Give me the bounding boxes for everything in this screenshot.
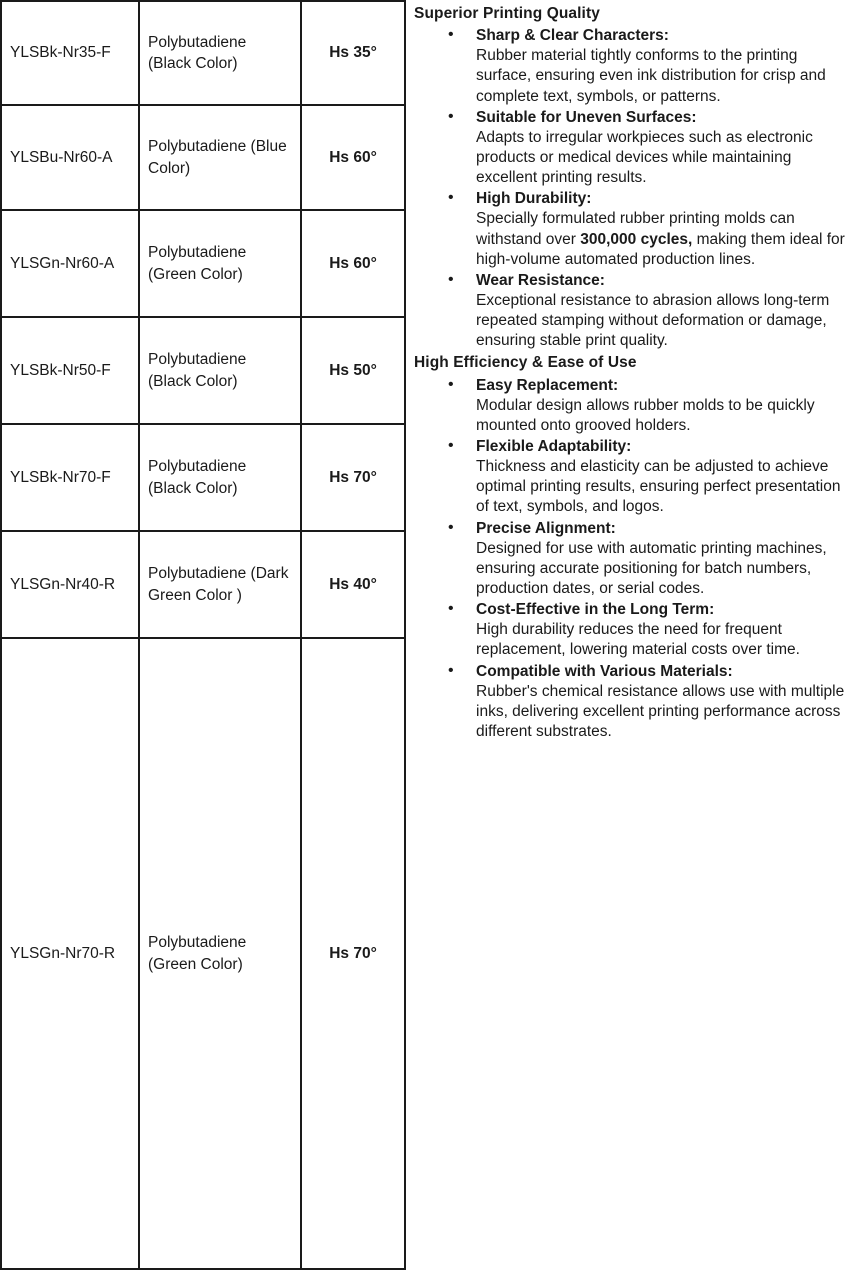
feature-body: Exceptional resistance to abrasion allows long-term repeated stamping without deformation or damage, ensuring stable print quality. <box>476 291 830 350</box>
material-cell: Polybutadiene (Black Color) <box>139 317 301 424</box>
material-cell: Polybutadiene (Green Color) <box>139 638 301 1269</box>
model-code-cell: YLSGn-Nr70-R <box>1 638 139 1269</box>
feature-title: • Easy Replacement: <box>476 376 619 394</box>
features-content <box>404 0 858 1268</box>
hardness-cell: Hs 60° <box>301 105 405 210</box>
feature-title: • Wear Resistance: <box>476 271 605 289</box>
feature-title: • High Durability: <box>476 190 592 208</box>
model-code-cell: YLSGn-Nr40-R <box>1 531 139 638</box>
feature-body-highlight: 300,000 cycles, <box>580 230 693 248</box>
feature-body: Thickness and elasticity can be adjusted to achieve optimal printing results, ensuring perfect presentation of text, symbols, and logos. <box>476 458 841 516</box>
list-item <box>414 108 850 189</box>
table-row <box>1 531 405 638</box>
table-row <box>1 210 405 317</box>
feature-title: • Flexible Adaptability: <box>476 437 632 455</box>
model-code-cell: YLSBk-Nr50-F <box>1 317 139 424</box>
model-code-cell: YLSBk-Nr35-F <box>1 1 139 105</box>
hardness-cell: Hs 35° <box>301 1 405 105</box>
hardness-cell: Hs 40° <box>301 531 405 638</box>
feature-body: High durability reduces the need for frequent replacement, lowering material costs over time. <box>476 621 800 659</box>
feature-title: • Sharp & Clear Characters: <box>476 27 669 45</box>
feature-body: Rubber's chemical resistance allows use with multiple inks, delivering excellent printing performance across different substrates. <box>476 682 845 740</box>
table-row <box>1 1 405 105</box>
table-row <box>1 638 405 1269</box>
material-cell: Polybutadiene (Blue Color) <box>139 105 301 210</box>
feature-body: Adapts to irregular workpieces such as electronic products or medical devices while maintaining excellent printing results. <box>476 128 813 187</box>
list-item <box>414 437 850 518</box>
material-cell: Polybutadiene (Dark Green Color ) <box>139 531 301 638</box>
feature-title: • Suitable for Uneven Surfaces: <box>476 108 697 126</box>
list-item <box>414 519 850 600</box>
list-item <box>414 662 850 743</box>
hardness-cell: Hs 50° <box>301 317 405 424</box>
feature-title: • Precise Alignment: <box>476 519 616 537</box>
list-item <box>414 26 850 107</box>
material-cell: Polybutadiene (Black Color) <box>139 424 301 531</box>
model-code-cell: YLSGn-Nr60-A <box>1 210 139 317</box>
list-item <box>414 376 850 436</box>
feature-title: • Cost-Effective in the Long Term: <box>476 601 715 619</box>
feature-list-printing-quality <box>414 26 850 351</box>
feature-body <box>476 209 850 269</box>
list-item <box>414 600 850 660</box>
material-cell: Polybutadiene (Green Color) <box>139 210 301 317</box>
hardness-cell: Hs 60° <box>301 210 405 317</box>
table-row <box>1 105 405 210</box>
feature-body-pre: Specially formulated rubber printing molds can withstand over <box>476 210 795 248</box>
feature-body: Modular design allows rubber molds to be quickly mounted onto grooved holders. <box>476 396 815 434</box>
table-row <box>1 317 405 424</box>
feature-body: Designed for use with automatic printing machines, ensuring accurate positioning for batch numbers, production dates, or serial codes. <box>476 539 827 597</box>
product-spec-table <box>0 0 406 1270</box>
feature-body-post: making them ideal for high-volume automated production lines. <box>476 230 845 268</box>
section-heading-printing-quality: Superior Printing Quality <box>414 5 600 22</box>
table-row <box>1 424 405 531</box>
list-item <box>414 271 850 352</box>
feature-list-efficiency <box>414 376 850 743</box>
hardness-cell: Hs 70° <box>301 424 405 531</box>
material-cell: Polybutadiene (Black Color) <box>139 1 301 105</box>
model-code-cell: YLSBk-Nr70-F <box>1 424 139 531</box>
section-heading-efficiency: High Efficiency & Ease of Use <box>414 354 637 372</box>
list-item <box>414 189 850 270</box>
feature-body: Rubber material tightly conforms to the printing surface, ensuring even ink distribution for crisp and complete text, symbols, or patterns. <box>476 47 826 105</box>
hardness-cell: Hs 70° <box>301 638 405 1269</box>
feature-title: • Compatible with Various Materials: <box>476 662 733 680</box>
model-code-cell: YLSBu-Nr60-A <box>1 105 139 210</box>
product-spec-table-container <box>0 0 404 1268</box>
